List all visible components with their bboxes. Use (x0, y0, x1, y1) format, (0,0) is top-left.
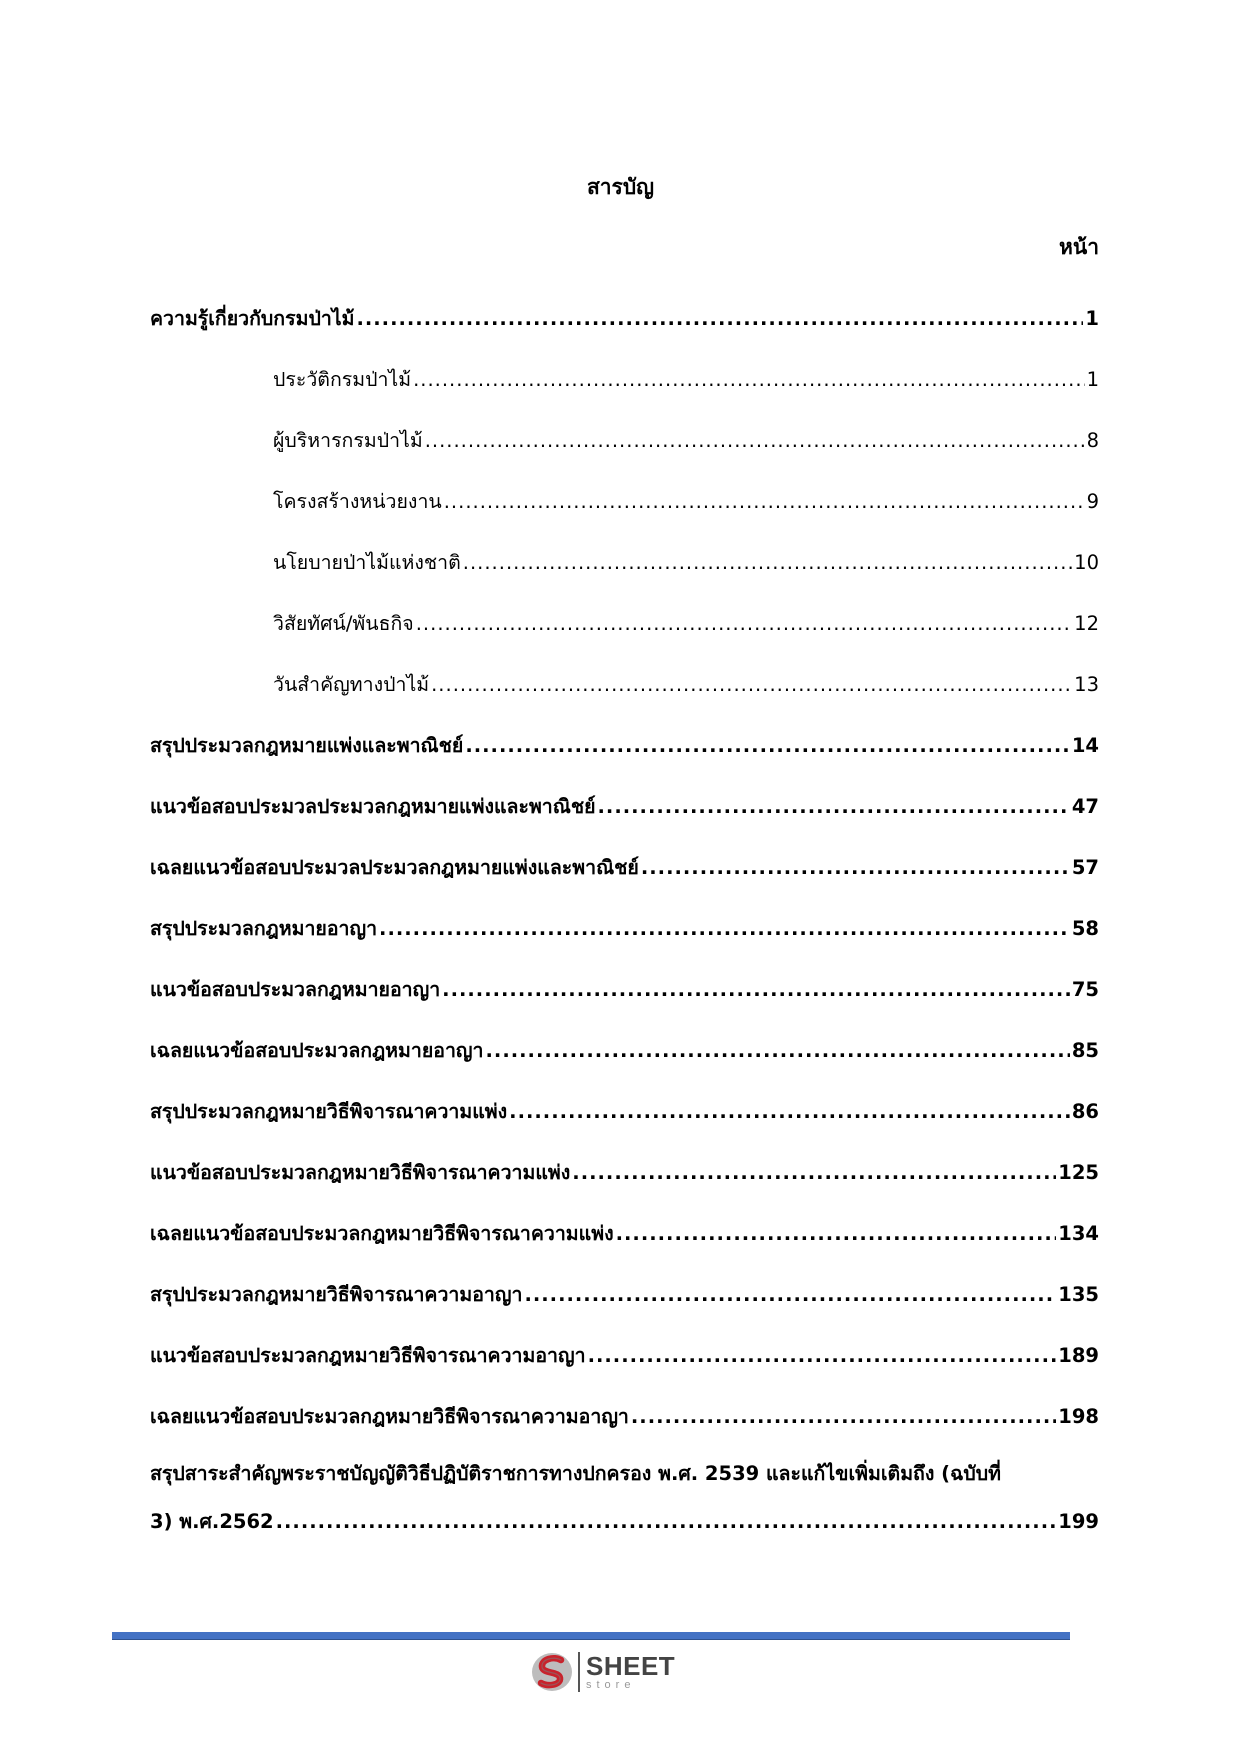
toc-subentry[interactable] (150, 654, 1099, 715)
dot-leader (616, 1219, 1057, 1249)
toc-entry[interactable] (150, 898, 1099, 959)
toc-entry-label: วันสำคัญทางป่าไม้ (273, 672, 430, 696)
toc-entry-page: 14 (1071, 733, 1099, 757)
dot-leader (356, 304, 1083, 334)
toc-entry[interactable] (150, 959, 1099, 1020)
toc-entry-page: 135 (1058, 1282, 1099, 1306)
toc-entry[interactable] (150, 1142, 1099, 1203)
toc-entry[interactable] (150, 837, 1099, 898)
toc-entry-label: ประวัติกรมป่าไม้ (273, 367, 412, 391)
toc-subentry[interactable] (150, 593, 1099, 654)
dot-leader (416, 609, 1072, 639)
footer-rule (112, 1632, 1070, 1640)
footer-logo (530, 1648, 675, 1696)
toc-entry-label: นโยบายป่าไม้แห่งชาติ (273, 550, 461, 574)
toc-entry-page: 75 (1071, 977, 1099, 1001)
toc-entry[interactable] (150, 1081, 1099, 1142)
toc-entry[interactable] (150, 776, 1099, 837)
toc-entry-label: สรุปประมวลกฎหมายวิธีพิจารณาความแพ่ง (150, 1099, 508, 1123)
toc-entry-page: 1 (1086, 367, 1099, 391)
toc-entry[interactable] (150, 1386, 1099, 1447)
dot-leader (442, 975, 1070, 1005)
toc-entry-page: 12 (1074, 611, 1099, 635)
toc-entry-label: เฉลยแนวข้อสอบประมวลกฎหมายวิธีพิจารณาความอาญา (150, 1404, 629, 1428)
page-number-header: หน้า (1059, 235, 1099, 259)
toc-subentry[interactable] (150, 471, 1099, 532)
logo-separator (578, 1652, 580, 1692)
toc-entry-page: 47 (1071, 794, 1099, 818)
toc-entry-page: 57 (1071, 855, 1099, 879)
toc-entry-page: 198 (1058, 1404, 1099, 1428)
toc-entry[interactable] (150, 1325, 1099, 1386)
toc-subentry[interactable] (150, 410, 1099, 471)
toc-entry-page: 8 (1086, 428, 1099, 452)
toc-entry[interactable] (150, 715, 1099, 776)
dot-leader (276, 1507, 1057, 1537)
toc-entry-page: 1 (1085, 306, 1099, 330)
toc-subentry[interactable] (150, 532, 1099, 593)
toc-entry-label: เฉลยแนวข้อสอบประมวลประมวลกฎหมายแพ่งและพาณิชย์ (150, 855, 639, 879)
dot-leader (572, 1158, 1056, 1188)
toc-entry-label: ความรู้เกี่ยวกับกรมป่าไม้ (150, 306, 355, 330)
dot-leader (486, 1036, 1070, 1066)
dot-leader (425, 426, 1085, 456)
toc-entry-page: 134 (1058, 1221, 1099, 1245)
toc-entry-page: 9 (1086, 489, 1099, 513)
toc-entry[interactable] (150, 1264, 1099, 1325)
toc-entry[interactable] (150, 1203, 1099, 1264)
toc-entry-label: แนวข้อสอบประมวลกฎหมายวิธีพิจารณาความอาญา (150, 1343, 586, 1367)
dot-leader (509, 1097, 1070, 1127)
dot-leader (631, 1402, 1056, 1432)
toc-entry-page: 10 (1074, 550, 1099, 574)
toc-entry[interactable] (150, 1447, 1099, 1551)
sheet-store-logo-icon (530, 1650, 574, 1694)
toc-entry[interactable] (150, 1020, 1099, 1081)
toc-entry-page: 199 (1058, 1510, 1099, 1533)
toc-subentry[interactable] (150, 349, 1099, 410)
toc-entry-label: เฉลยแนวข้อสอบประมวลกฎหมายวิธีพิจารณาความแพ่ง (150, 1221, 614, 1245)
toc-entry[interactable] (150, 288, 1099, 349)
toc-entry-label: สรุปประมวลกฎหมายแพ่งและพาณิชย์ (150, 733, 464, 757)
dot-leader (444, 487, 1085, 517)
logo-text (586, 1653, 675, 1691)
toc-entry-label: แนวข้อสอบประมวลกฎหมายอาญา (150, 977, 441, 1001)
toc-entry-label-continuation (150, 1507, 1099, 1537)
toc-entry-page: 189 (1058, 1343, 1099, 1367)
toc-entry-label: เฉลยแนวข้อสอบประมวลกฎหมายอาญา (150, 1038, 484, 1062)
toc-entry-label: วิสัยทัศน์/พันธกิจ (273, 611, 414, 635)
toc-entry-label: สรุปสาระสำคัญพระราชบัญญัติวิธีปฏิบัติราชการทางปกครอง พ.ศ. 2539 และแก้ไขเพิ่มเติมถึง (ฉบับที่ (150, 1462, 1001, 1485)
toc-entry-label: สรุปประมวลกฎหมายอาญา (150, 916, 378, 940)
toc-entry-page: 58 (1071, 916, 1099, 940)
dot-leader (598, 792, 1070, 822)
toc-entry-page: 85 (1071, 1038, 1099, 1062)
dot-leader (431, 670, 1072, 700)
toc-entry-page: 13 (1074, 672, 1099, 696)
logo-subword: store (586, 1679, 636, 1691)
logo-word: SHEET (586, 1651, 676, 1681)
toc-entry-label: 3) พ.ศ.2562 (150, 1510, 274, 1533)
dot-leader (588, 1341, 1057, 1371)
dot-leader (524, 1280, 1056, 1310)
toc-entry-label: ผู้บริหารกรมป่าไม้ (273, 428, 423, 452)
toc-entry-page: 86 (1071, 1099, 1099, 1123)
dot-leader (641, 853, 1070, 883)
toc-entry-label: แนวข้อสอบประมวลประมวลกฎหมายแพ่งและพาณิชย์ (150, 794, 596, 818)
toc-entry-page: 125 (1058, 1160, 1099, 1184)
dot-leader (379, 914, 1070, 944)
dot-leader (463, 548, 1072, 578)
page-title: สารบัญ (586, 175, 655, 199)
dot-leader (465, 731, 1070, 761)
toc-entry-label: สรุปประมวลกฎหมายวิธีพิจารณาความอาญา (150, 1282, 523, 1306)
toc-entry-label: แนวข้อสอบประมวลกฎหมายวิธีพิจารณาความแพ่ง (150, 1160, 571, 1184)
toc-entry-label: โครงสร้างหน่วยงาน (273, 489, 442, 513)
table-of-contents (150, 288, 1099, 1551)
dot-leader (413, 365, 1085, 395)
